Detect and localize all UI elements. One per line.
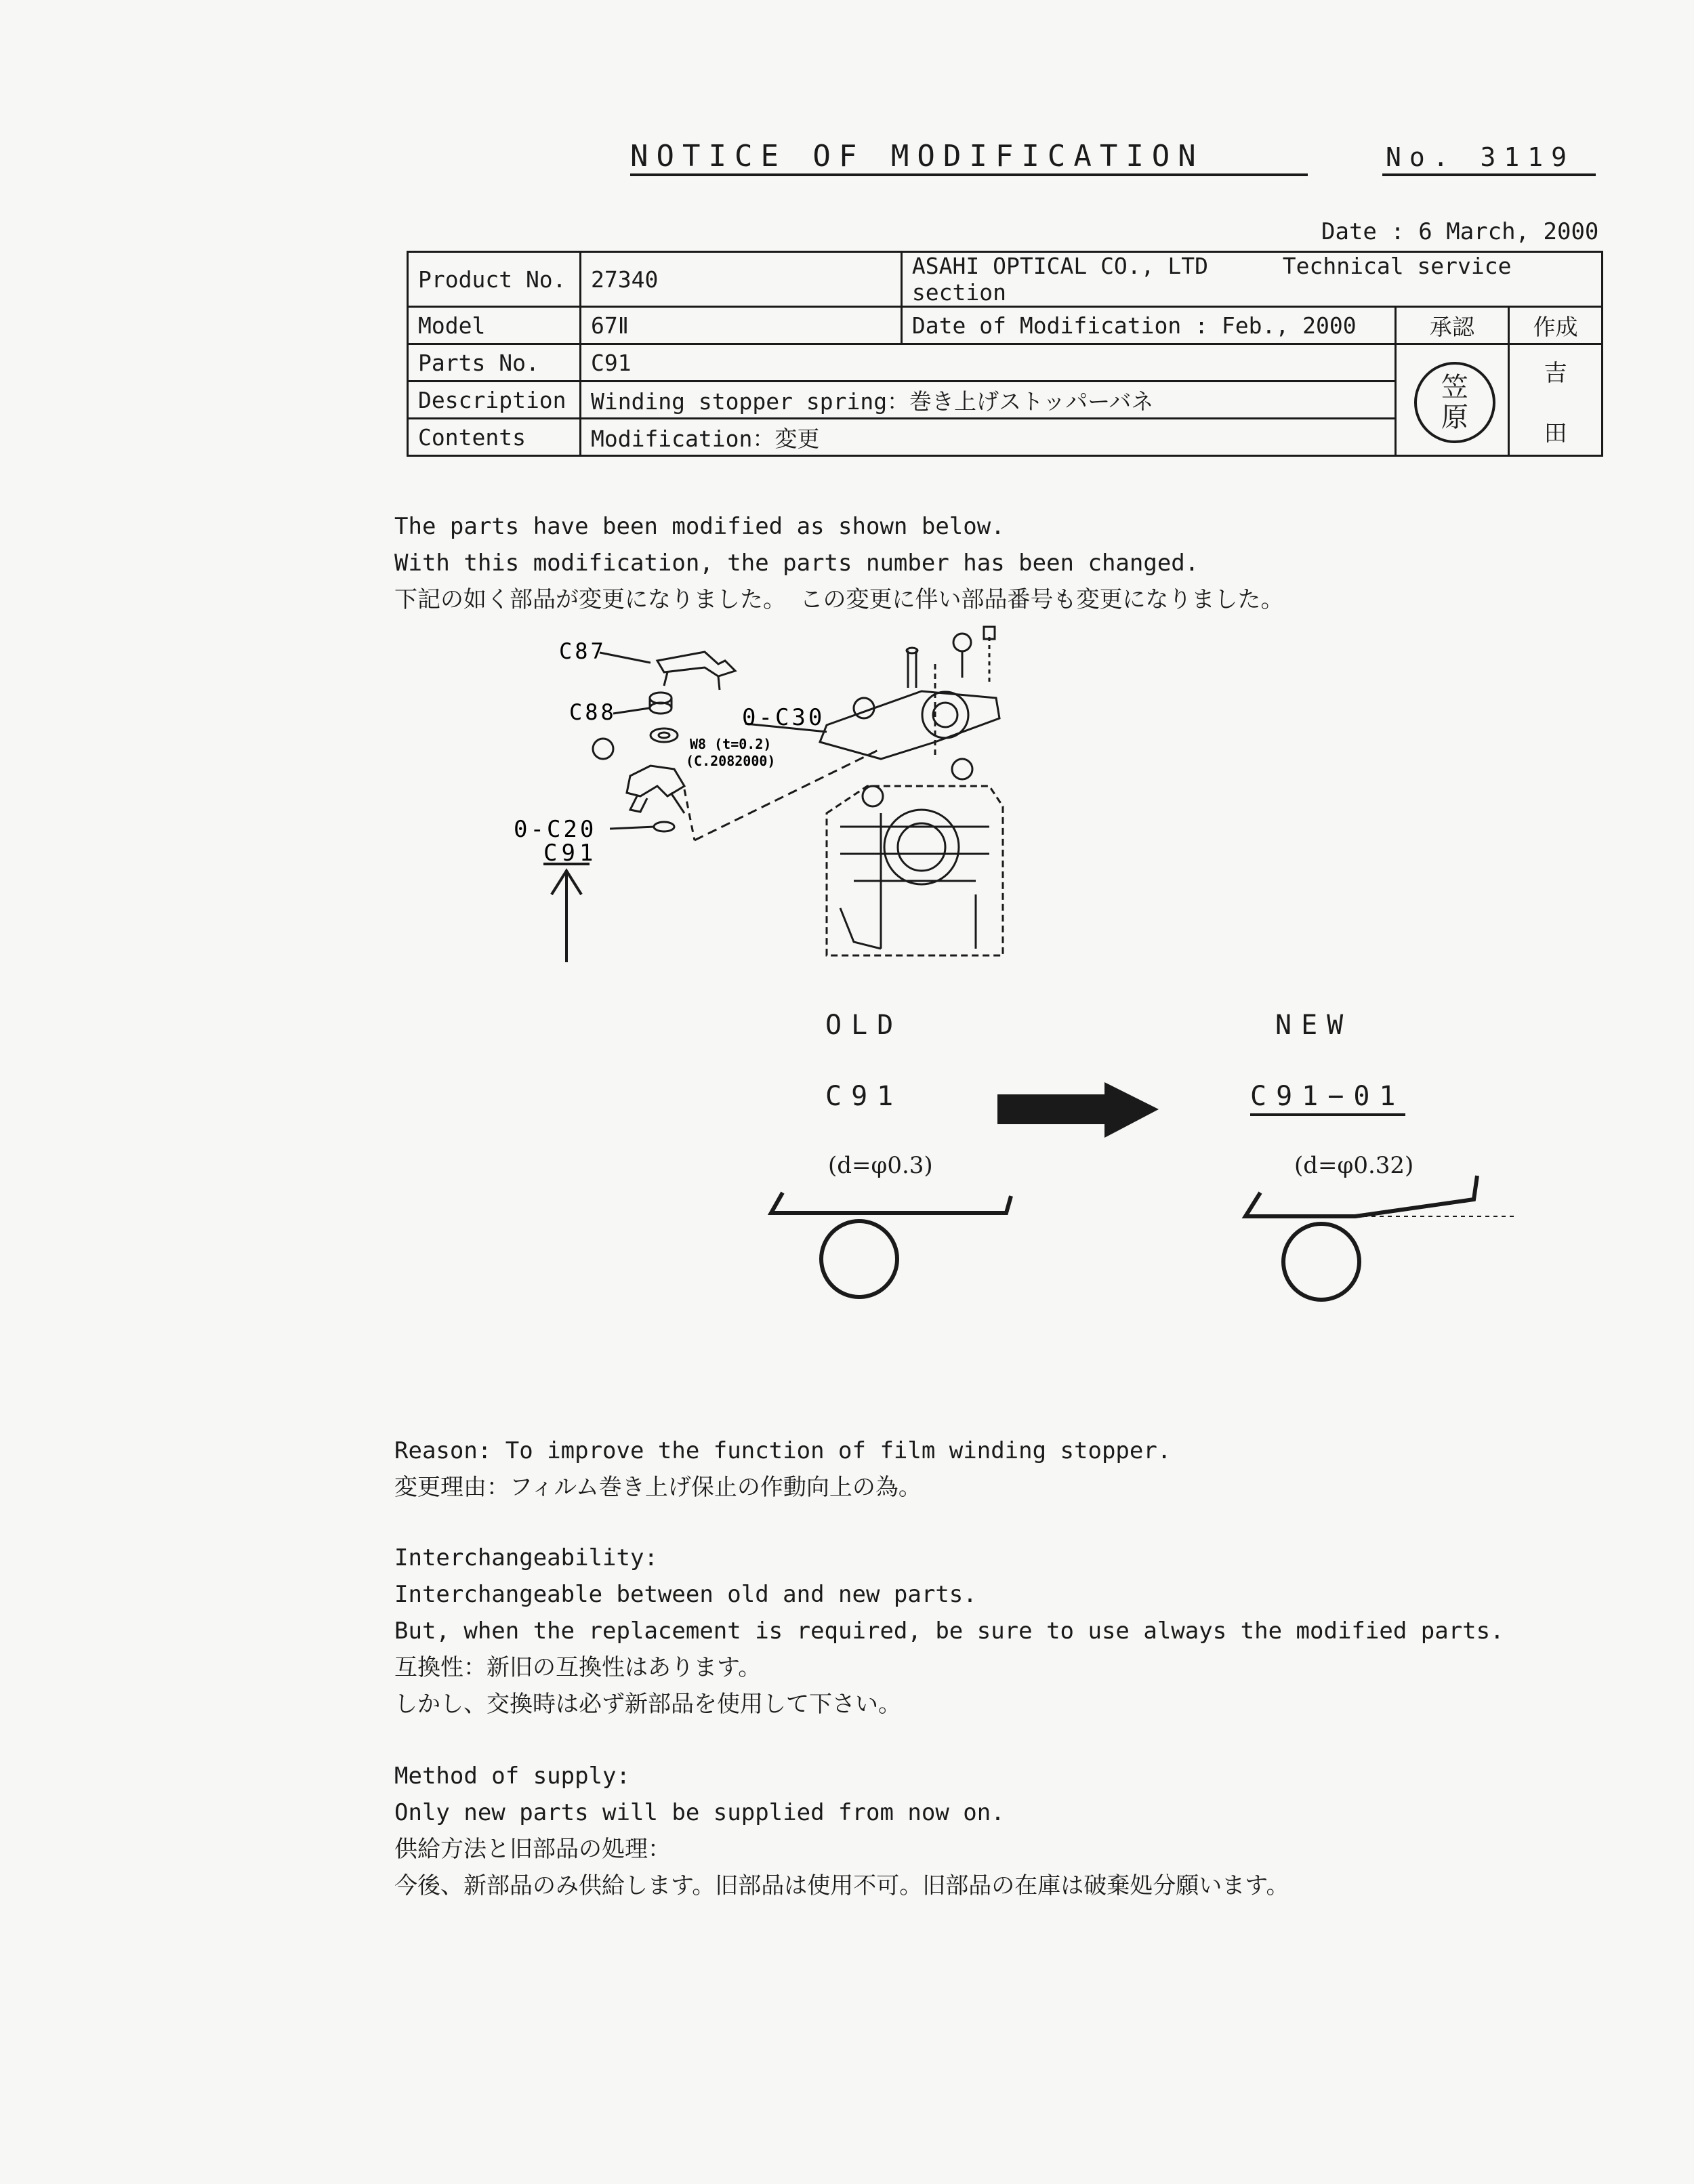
contents-label: Contents: [408, 419, 581, 456]
label-c20: 0-C20: [514, 816, 597, 843]
approval-label: 承認: [1395, 307, 1509, 344]
change-arrow-icon: [996, 1081, 1165, 1142]
model-label: Model: [408, 307, 581, 344]
new-spring-drawing: [1233, 1166, 1531, 1315]
label-w8-code: (C.2082000): [686, 753, 776, 769]
product-no-value: 27340: [580, 252, 901, 307]
label-c88: C88: [569, 699, 617, 725]
old-dimension: (d=φ0.3): [828, 1152, 933, 1179]
interchangeability-line: But, when the replacement is required, be sure to use always the modified parts.: [394, 1618, 1504, 1645]
product-no-label: Product No.: [408, 252, 581, 307]
old-part-number: C91: [825, 1081, 903, 1112]
seal-char: 原: [1441, 402, 1468, 433]
company-cell: [901, 252, 1602, 307]
company-name: ASAHI OPTICAL CO., LTD: [911, 253, 1209, 279]
prepared-by-cell: [1509, 344, 1603, 456]
number-underline: [1382, 173, 1596, 176]
table-row: [408, 344, 1603, 382]
description-label: Description: [408, 382, 581, 419]
table-row: [408, 307, 1603, 344]
reason-line: Reason: To improve the function of film winding stopper.: [394, 1437, 1172, 1464]
approval-stamp-cell: [1395, 344, 1509, 456]
contents-value: Modification：変更: [580, 419, 1395, 456]
old-label: OLD: [825, 1010, 903, 1041]
label-w8: W8 (t=0.2): [690, 736, 772, 752]
interchangeability-section: [394, 1540, 1504, 1723]
new-dimension: (d=φ0.32): [1294, 1152, 1414, 1179]
prepared-char-bottom: 田: [1544, 420, 1567, 447]
intro-line: With this modification, the parts number has been changed.: [394, 550, 1199, 577]
supply-section: [394, 1758, 1289, 1904]
label-c87: C87: [559, 638, 606, 664]
reason-section: [394, 1433, 1171, 1506]
prepared-char-top: 吉: [1544, 360, 1567, 387]
seal-char: 笠: [1441, 372, 1468, 403]
part-c30: [820, 691, 999, 759]
supply-line: 供給方法と旧部品の処理：: [394, 1836, 671, 1863]
interchangeability-line: しかし、交換時は必ず新部品を使用して下さい。: [394, 1691, 901, 1718]
prepared-label: 作成: [1509, 307, 1603, 344]
info-table: [407, 251, 1603, 457]
part-c20: [627, 766, 684, 796]
document-title: NOTICE OF MODIFICATION: [630, 139, 1204, 173]
notice-date: Date : 6 March, 2000: [1321, 218, 1599, 245]
description-value: Winding stopper spring：巻き上げストッパーバネ: [580, 382, 1395, 419]
notice-number: No. 3119: [1386, 142, 1575, 172]
supply-heading: Method of supply:: [394, 1763, 630, 1790]
new-part-number: C91−01: [1250, 1081, 1405, 1116]
supply-line: 今後、新部品のみ供給します。旧部品は使用不可。旧部品の在庫は破棄処分願います。: [394, 1872, 1289, 1899]
supply-line: Only new parts will be supplied from now on.: [394, 1799, 1005, 1826]
section-name: Technical service section: [911, 253, 1512, 306]
label-c91: C91: [543, 840, 598, 867]
parts-no-label: Parts No.: [408, 344, 581, 382]
exploded-parts-diagram: [501, 623, 1057, 976]
new-label: NEW: [1275, 1010, 1353, 1041]
interchangeability-line: Interchangeable between old and new parts.: [394, 1581, 977, 1608]
title-underline: [630, 173, 1308, 176]
part-c87: [657, 652, 735, 676]
old-spring-drawing: [766, 1179, 1037, 1315]
table-row: [408, 252, 1603, 307]
reason-line: 変更理由：フィルム巻き上げ保止の作動向上の為。: [394, 1474, 922, 1501]
intro-line: 下記の如く部品が変更になりました。 この変更に伴い部品番号も変更になりました。: [394, 586, 1284, 613]
interchangeability-line: 互換性：新旧の互換性はあります。: [394, 1654, 762, 1681]
date-of-modification: Date of Modification : Feb., 2000: [901, 307, 1395, 344]
label-c30: 0-C30: [742, 704, 825, 731]
intro-line: The parts have been modified as shown below.: [394, 513, 1005, 540]
model-value: 67Ⅱ: [580, 307, 901, 344]
intro-paragraph: [394, 508, 1283, 618]
approval-seal: [1414, 362, 1495, 443]
interchangeability-heading: Interchangeability:: [394, 1544, 658, 1571]
parts-no-value: C91: [580, 344, 1395, 382]
